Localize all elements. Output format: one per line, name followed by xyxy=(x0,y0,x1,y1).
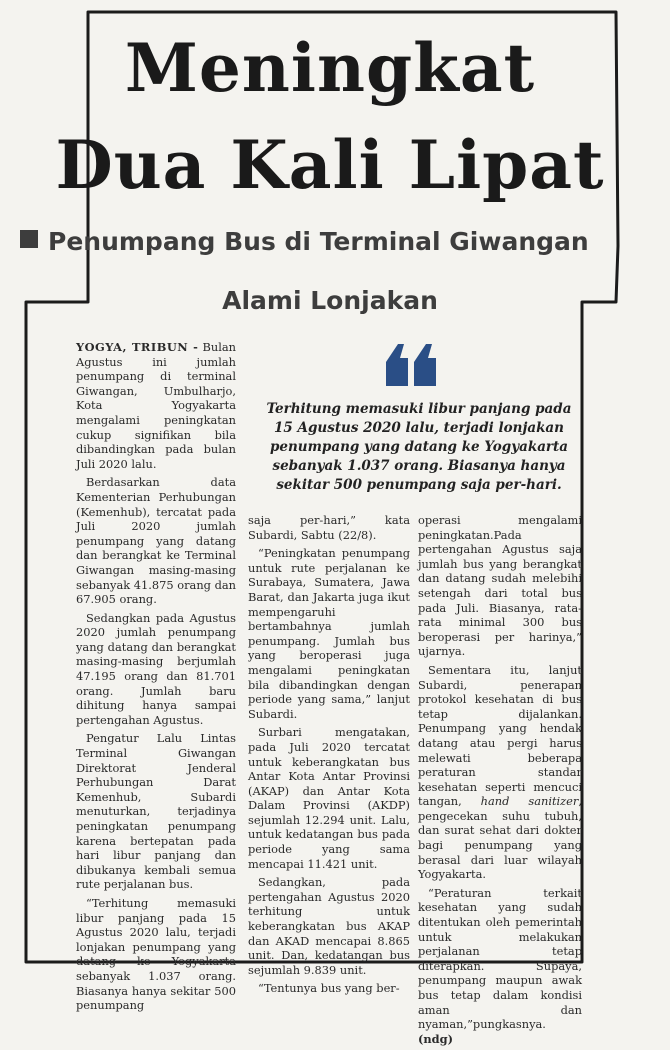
article-paragraph-5-start: “Terhitung memasuki libur panjang pada 15 Agustus 2020 lalu, terjadi lonjakan penumpang yang datang ke Yogyakarta sebanyak 1.037 orang. Biasanya hanya sekitar 500 penumpang xyxy=(76,895,236,1013)
author-signoff: (ndg) xyxy=(418,1031,453,1046)
article-paragraph-3: Sedangkan pada Agustus 2020 jumlah penumpang yang datang dan berangkat masing-masing berjumlah 47.195 orang dan 81.701 orang. Jumlah baru dihitung hanya sampai pertengahan Agustus. xyxy=(76,610,236,727)
subheadline-line-1 xyxy=(20,226,640,258)
article-paragraph-5-end: saja per-hari,” kata Subardi, Sabtu (22/8). xyxy=(248,513,410,542)
paragraph-11-text: “Peraturan terkait kesehatan yang sudah ditentukan oleh pemerintah untuk melakukan perjalanan tetap diterapkan. Supaya, penumpang maupun awak bus tetap dalam kondisi aman dan nyaman,”pungkasnya. xyxy=(418,885,582,1032)
article-column-1 xyxy=(76,340,236,1017)
subheadline-line-2: Alami Lonjakan xyxy=(222,286,438,315)
headline-line-2: Dua Kali Lipat xyxy=(55,126,605,204)
article-paragraph-8: Sedangkan, pada pertengahan Agustus 2020 terhitung untuk keberangkatan bus AKAP dan AKAD mencapai 8.865 unit. Dan, kedatangan bus sejumlah 9.839 unit. xyxy=(248,875,410,977)
article-paragraph-9-start: “Tentunya bus yang ber- xyxy=(258,981,400,996)
bullet-square-icon xyxy=(20,230,38,248)
article-paragraph-11 xyxy=(418,886,582,1047)
article-column-3 xyxy=(418,513,582,1050)
quote-mark-icon xyxy=(384,342,440,388)
pull-quote: Terhitung memasuki libur panjang pada 15 Agustus 2020 lalu, terjadi lonjakan penumpang yang datang ke Yogyakarta sebanyak 1.037 orang. Biasanya hanya sekitar 500 penumpang saja per-hari. xyxy=(266,401,572,493)
article-column-2 xyxy=(248,513,410,1000)
article-paragraph-7: Surbari mengatakan, pada Juli 2020 tercatat untuk keberangkatan bus Antar Kota Antar Provinsi (AKAP) dan Antar Kota Dalam Provinsi (AKDP) sejumlah 12.294 unit. Lalu, untuk kedatangan bus pada periode yang sama mencapai 11.421 unit. xyxy=(248,725,410,871)
paragraph-10-text-a: Sementara itu, lanjut Subardi, penerapan protokol kesehatan di bus tetap dijalankan. Penumpang yang hendak datang atau pergi harus melewati beberapa peraturan standar kesehatan seperti mencuci tangan, xyxy=(418,662,582,809)
dateline: YOGYA, TRIBUN - xyxy=(76,340,199,354)
article-paragraph-10 xyxy=(418,663,582,882)
subheadline-text: Penumpang Bus di Terminal Giwangan xyxy=(48,227,589,256)
article-paragraph-1 xyxy=(76,340,236,471)
article-paragraph-9-end: operasi mengalami peningkatan.Pada pertengahan Agustus saja jumlah bus yang berangkat dan datang sudah melebihi setengah dari total bus pada Juli. Biasanya, rata-rata minimal 300 bus beroperasi per harinya,” ujarnya. xyxy=(418,513,582,659)
article-paragraph-4: Pengatur Lalu Lintas Terminal Giwangan Direktorat Jenderal Perhubungan Darat Kemenhub, Subardi menuturkan, terjadinya peningkatan penumpang karena bertepatan pada hari libur panjang dan dibukanya kembali semua rute perjalanan bus. xyxy=(76,731,236,892)
headline-line-1: Meningkat xyxy=(124,29,536,107)
article-paragraph-2: Berdasarkan data Kementerian Perhubungan (Kemenhub), tercatat pada Juli 2020 jumlah penumpang yang datang dan berangkat ke Terminal Giwangan masing-masing sebanyak 41.875 orang dan 67.905 orang. xyxy=(76,475,236,607)
paragraph-10-text-b: , pengecekan suhu tubuh, dan surat sehat dari dokter bagi penumpang yang berasal dari luar wilayah Yogyakarta. xyxy=(418,794,582,882)
article-paragraph-6: “Peningkatan penumpang untuk rute perjalanan ke Surabaya, Sumatera, Jawa Barat, dan Jakarta juga ikut mempengaruhi bertambahnya jumlah penumpang. Jumlah bus yang beroperasi juga mengalami peningkatan bila dibandingkan dengan periode yang sama,” lanjut Subardi. xyxy=(248,546,410,721)
paragraph-1-text: Bulan Agustus ini jumlah penumpang di terminal Giwangan, Umbulharjo, Kota Yogyakarta mengalami peningkatan cukup signifikan bila dibandingkan pada bulan Juli 2020 lalu. xyxy=(76,340,236,471)
paragraph-10-italic: hand sanitizer xyxy=(480,794,579,809)
